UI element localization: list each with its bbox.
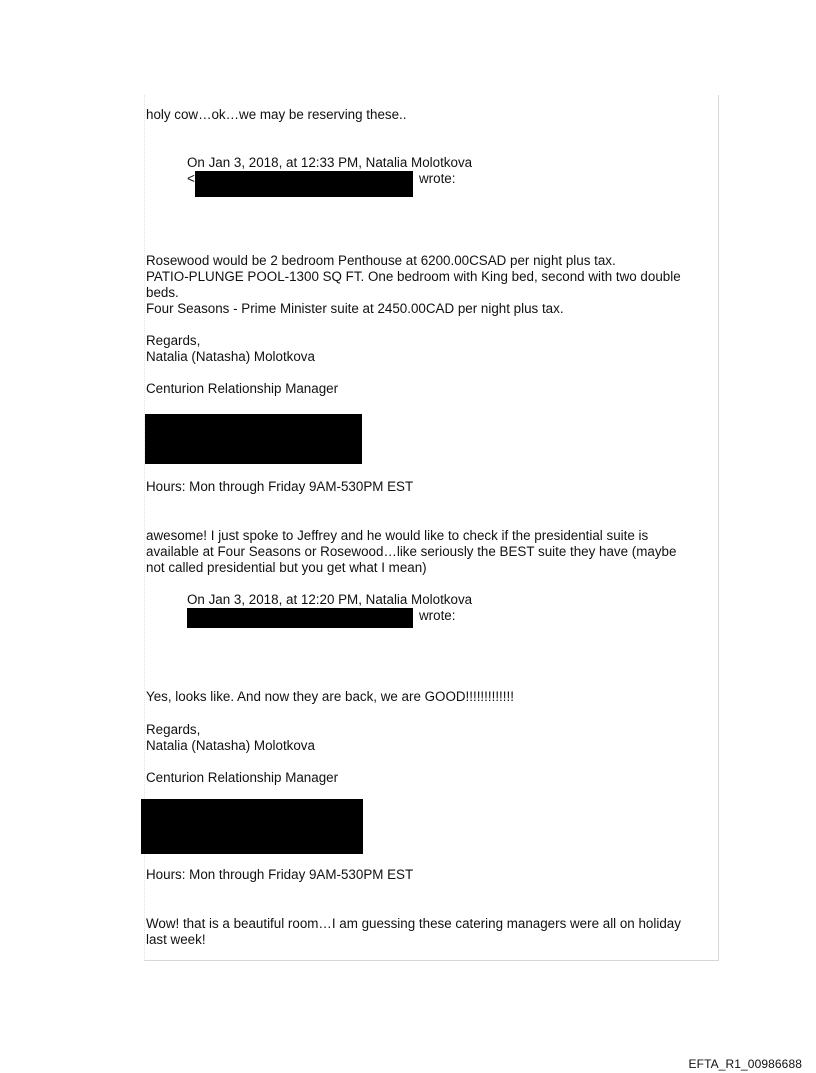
rosewood-line-3: beds.	[146, 285, 179, 300]
quote1-open-bracket: <	[187, 171, 195, 186]
signature1-name: Natalia (Natasha) Molotkova	[146, 349, 315, 364]
signature1-regards: Regards,	[146, 333, 201, 348]
wow-line-2: last week!	[146, 932, 206, 947]
rosewood-line-4: Four Seasons - Prime Minister suite at 2450.00CAD per night plus tax.	[146, 301, 564, 316]
document-id: EFTA_R1_00986688	[688, 1057, 802, 1071]
redacted-signature-block	[145, 414, 362, 464]
awesome-line-1: awesome! I just spoke to Jeffrey and he would like to check if the presidential suite is	[146, 528, 649, 543]
redacted-signature-block	[141, 799, 363, 854]
rosewood-line-1: Rosewood would be 2 bedroom Penthouse at 6200.00CSAD per night plus tax.	[146, 253, 616, 268]
redacted-email-address	[187, 608, 413, 628]
signature1-hours: Hours: Mon through Friday 9AM-530PM EST	[146, 479, 414, 494]
signature2-name: Natalia (Natasha) Molotkova	[146, 738, 315, 753]
quote2-wrote: wrote:	[419, 608, 456, 623]
redacted-email-address	[195, 171, 413, 197]
rosewood-line-2: PATIO-PLUNGE POOL-1300 SQ FT. One bedroom with King bed, second with two double	[146, 269, 681, 284]
awesome-line-2: available at Four Seasons or Rosewood…like seriously the BEST suite they have (maybe	[146, 544, 677, 559]
yes-line: Yes, looks like. And now they are back, we are GOOD!!!!!!!!!!!!!	[146, 689, 514, 704]
signature2-hours: Hours: Mon through Friday 9AM-530PM EST	[146, 867, 414, 882]
signature1-title: Centurion Relationship Manager	[146, 381, 339, 396]
quote1-header: On Jan 3, 2018, at 12:33 PM, Natalia Molotkova	[187, 155, 473, 170]
quote1-wrote: wrote:	[419, 171, 456, 186]
reply-latest: holy cow…ok…we may be reserving these..	[146, 107, 407, 122]
signature2-title: Centurion Relationship Manager	[146, 770, 339, 785]
quote2-header: On Jan 3, 2018, at 12:20 PM, Natalia Molotkova	[187, 592, 473, 607]
wow-line-1: Wow! that is a beautiful room…I am guessing these catering managers were all on holiday	[146, 916, 681, 931]
awesome-line-3: not called presidential but you get what I mean)	[146, 560, 427, 575]
signature2-regards: Regards,	[146, 722, 201, 737]
